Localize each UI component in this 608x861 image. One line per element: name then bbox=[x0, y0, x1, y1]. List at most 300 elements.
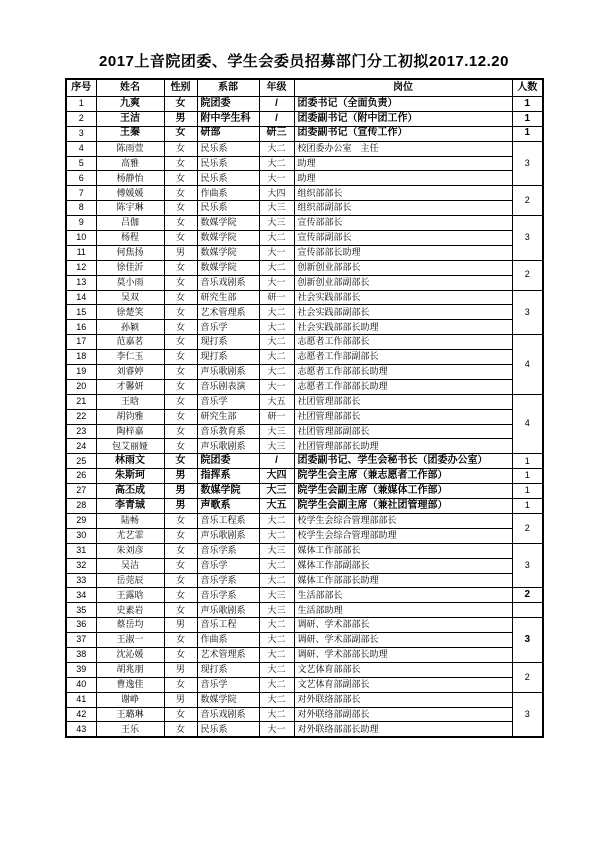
cell-no: 37 bbox=[66, 633, 96, 648]
cell-no: 5 bbox=[66, 156, 96, 171]
cell-no: 34 bbox=[66, 588, 96, 603]
cell-dept: 艺术管理系 bbox=[197, 647, 259, 662]
cell-count: 2 bbox=[512, 186, 543, 216]
cell-count: 2 bbox=[512, 513, 543, 543]
cell-dept: 音乐学系 bbox=[197, 588, 259, 603]
cell-dept: 音乐戏剧系 bbox=[197, 707, 259, 722]
cell-name: 包艾丽娅 bbox=[96, 439, 164, 454]
cell-dept: 音乐学 bbox=[197, 320, 259, 335]
cell-name: 吕伽 bbox=[96, 216, 164, 231]
cell-position: 助理 bbox=[294, 156, 512, 171]
assignment-table bbox=[65, 78, 544, 738]
cell-grade: 大二 bbox=[259, 141, 294, 156]
cell-position: 志愿者工作部部长助理 bbox=[294, 365, 512, 380]
table-row bbox=[66, 603, 543, 618]
cell-name: 李仁玉 bbox=[96, 350, 164, 365]
cell-no: 35 bbox=[66, 603, 96, 618]
cell-dept: 声乐歌剧系 bbox=[197, 528, 259, 543]
cell-no: 38 bbox=[66, 647, 96, 662]
cell-name: 莫小雨 bbox=[96, 275, 164, 290]
table-row bbox=[66, 245, 543, 260]
cell-grade: 大三 bbox=[259, 201, 294, 216]
table-row bbox=[66, 231, 543, 246]
cell-gender: 女 bbox=[164, 603, 197, 618]
table-row bbox=[66, 290, 543, 305]
cell-name: 高雅 bbox=[96, 156, 164, 171]
cell-grade: 大四 bbox=[259, 186, 294, 201]
cell-count: 3 bbox=[512, 618, 543, 663]
cell-grade: 大二 bbox=[259, 156, 294, 171]
cell-dept: 音乐教育系 bbox=[197, 424, 259, 439]
cell-position: 宣传部部长 bbox=[294, 216, 512, 231]
cell-name: 才馨妍 bbox=[96, 379, 164, 394]
cell-dept: 民乐系 bbox=[197, 156, 259, 171]
header-row bbox=[66, 79, 543, 97]
cell-grade: 大二 bbox=[259, 662, 294, 677]
header-dept: 系部 bbox=[197, 79, 259, 97]
cell-dept: 音乐学 bbox=[197, 558, 259, 573]
cell-dept: 声乐歌剧系 bbox=[197, 603, 259, 618]
cell-no: 8 bbox=[66, 201, 96, 216]
cell-gender: 男 bbox=[164, 469, 197, 484]
cell-dept: 民乐系 bbox=[197, 141, 259, 156]
cell-name: 朱斯珂 bbox=[96, 469, 164, 484]
cell-grade: 大二 bbox=[259, 335, 294, 350]
cell-gender: 女 bbox=[164, 454, 197, 469]
cell-position: 志愿者工作部部长 bbox=[294, 335, 512, 350]
cell-position: 团委副书记（附中团工作） bbox=[294, 111, 512, 126]
cell-gender: 女 bbox=[164, 722, 197, 737]
cell-gender: 女 bbox=[164, 647, 197, 662]
cell-no: 13 bbox=[66, 275, 96, 290]
table-row bbox=[66, 484, 543, 499]
cell-grade: / bbox=[259, 111, 294, 126]
cell-gender: 女 bbox=[164, 350, 197, 365]
cell-grade: 大三 bbox=[259, 603, 294, 618]
cell-gender: 男 bbox=[164, 618, 197, 633]
cell-dept: 作曲系 bbox=[197, 186, 259, 201]
cell-position: 社团管理部部长助理 bbox=[294, 439, 512, 454]
cell-no: 29 bbox=[66, 513, 96, 528]
cell-name: 胡兆朋 bbox=[96, 662, 164, 677]
table-row bbox=[66, 454, 543, 469]
table-row bbox=[66, 707, 543, 722]
cell-dept: 数媒学院 bbox=[197, 231, 259, 246]
cell-gender: 女 bbox=[164, 186, 197, 201]
cell-name: 史素岩 bbox=[96, 603, 164, 618]
cell-name: 刘睿婷 bbox=[96, 365, 164, 380]
cell-count: 1 bbox=[512, 126, 543, 141]
cell-name: 何焦扬 bbox=[96, 245, 164, 260]
cell-gender: 女 bbox=[164, 275, 197, 290]
cell-count bbox=[512, 603, 543, 618]
table-row bbox=[66, 365, 543, 380]
cell-dept: 数媒学院 bbox=[197, 692, 259, 707]
cell-name: 王璐琳 bbox=[96, 707, 164, 722]
cell-position: 社团管理部部长 bbox=[294, 394, 512, 409]
cell-dept: 民乐系 bbox=[197, 171, 259, 186]
cell-grade: 大二 bbox=[259, 647, 294, 662]
table-row bbox=[66, 394, 543, 409]
cell-name: 王秦 bbox=[96, 126, 164, 141]
table-row bbox=[66, 97, 543, 112]
cell-gender: 男 bbox=[164, 111, 197, 126]
cell-grade: 大二 bbox=[259, 365, 294, 380]
table-row bbox=[66, 722, 543, 737]
cell-dept: 音乐剧表演 bbox=[197, 379, 259, 394]
cell-no: 3 bbox=[66, 126, 96, 141]
cell-dept: 数媒学院 bbox=[197, 245, 259, 260]
cell-gender: 女 bbox=[164, 543, 197, 558]
table-row bbox=[66, 677, 543, 692]
cell-gender: 女 bbox=[164, 320, 197, 335]
cell-position: 调研、学术部副部长 bbox=[294, 633, 512, 648]
cell-gender: 女 bbox=[164, 513, 197, 528]
cell-dept: 现打系 bbox=[197, 662, 259, 677]
cell-no: 21 bbox=[66, 394, 96, 409]
cell-position: 团委副书记、学生会秘书长（团委办公室） bbox=[294, 454, 512, 469]
cell-position: 创新创业部部长 bbox=[294, 260, 512, 275]
cell-dept: 数媒学院 bbox=[197, 484, 259, 499]
cell-dept: 音乐工程系 bbox=[197, 513, 259, 528]
header-position: 岗位 bbox=[294, 79, 512, 97]
cell-dept: 现打系 bbox=[197, 350, 259, 365]
table-row bbox=[66, 379, 543, 394]
cell-position: 校学生会综合管理部助理 bbox=[294, 528, 512, 543]
cell-dept: 作曲系 bbox=[197, 633, 259, 648]
cell-gender: 女 bbox=[164, 126, 197, 141]
cell-grade: 大二 bbox=[259, 573, 294, 588]
cell-grade: 研三 bbox=[259, 126, 294, 141]
cell-count: 2 bbox=[512, 588, 543, 603]
cell-name: 尤艺霏 bbox=[96, 528, 164, 543]
cell-name: 岳莞辰 bbox=[96, 573, 164, 588]
cell-count: 2 bbox=[512, 260, 543, 290]
cell-name: 谢峥 bbox=[96, 692, 164, 707]
cell-no: 12 bbox=[66, 260, 96, 275]
table-row bbox=[66, 558, 543, 573]
cell-dept: 声歌系 bbox=[197, 499, 259, 514]
cell-name: 徐佳沂 bbox=[96, 260, 164, 275]
table-row bbox=[66, 633, 543, 648]
cell-dept: 声乐歌剧系 bbox=[197, 365, 259, 380]
cell-count: 1 bbox=[512, 97, 543, 112]
cell-count: 4 bbox=[512, 335, 543, 395]
cell-name: 王露晗 bbox=[96, 588, 164, 603]
cell-grade: 大二 bbox=[259, 320, 294, 335]
table-row bbox=[66, 305, 543, 320]
table-header bbox=[66, 79, 543, 97]
cell-position: 对外联络部副部长 bbox=[294, 707, 512, 722]
table-row bbox=[66, 409, 543, 424]
cell-dept: 院团委 bbox=[197, 454, 259, 469]
cell-name: 曹逸佳 bbox=[96, 677, 164, 692]
cell-grade: 大一 bbox=[259, 379, 294, 394]
cell-position: 校学生会综合管理部部长 bbox=[294, 513, 512, 528]
cell-grade: 大一 bbox=[259, 171, 294, 186]
cell-gender: 男 bbox=[164, 499, 197, 514]
cell-no: 40 bbox=[66, 677, 96, 692]
cell-gender: 女 bbox=[164, 141, 197, 156]
cell-gender: 男 bbox=[164, 662, 197, 677]
cell-grade: 大三 bbox=[259, 216, 294, 231]
cell-grade: 大一 bbox=[259, 275, 294, 290]
cell-name: 吴双 bbox=[96, 290, 164, 305]
cell-name: 陆畅 bbox=[96, 513, 164, 528]
cell-position: 社会实践部副部长 bbox=[294, 305, 512, 320]
table-row bbox=[66, 275, 543, 290]
cell-position: 院学生会主席（兼志愿者工作部） bbox=[294, 469, 512, 484]
cell-position: 对外联络部部长助理 bbox=[294, 722, 512, 737]
table-row bbox=[66, 588, 543, 603]
cell-position: 文艺体育部部长 bbox=[294, 662, 512, 677]
cell-dept: 音乐学系 bbox=[197, 543, 259, 558]
cell-dept: 音乐戏剧系 bbox=[197, 275, 259, 290]
header-gender: 性别 bbox=[164, 79, 197, 97]
cell-position: 文艺体育部副部长 bbox=[294, 677, 512, 692]
table-row bbox=[66, 111, 543, 126]
header-no: 序号 bbox=[66, 79, 96, 97]
cell-no: 22 bbox=[66, 409, 96, 424]
table-row bbox=[66, 335, 543, 350]
cell-dept: 民乐系 bbox=[197, 201, 259, 216]
cell-position: 社团管理部副部长 bbox=[294, 424, 512, 439]
cell-no: 14 bbox=[66, 290, 96, 305]
cell-grade: / bbox=[259, 97, 294, 112]
cell-name: 王乐 bbox=[96, 722, 164, 737]
table-row bbox=[66, 439, 543, 454]
cell-count: 1 bbox=[512, 454, 543, 469]
cell-grade: 大五 bbox=[259, 394, 294, 409]
cell-position: 媒体工作部部长 bbox=[294, 543, 512, 558]
cell-name: 徐楚笑 bbox=[96, 305, 164, 320]
cell-gender: 女 bbox=[164, 573, 197, 588]
cell-no: 23 bbox=[66, 424, 96, 439]
cell-position: 志愿者工作部副部长 bbox=[294, 350, 512, 365]
table-row bbox=[66, 171, 543, 186]
header-name: 姓名 bbox=[96, 79, 164, 97]
table-row bbox=[66, 573, 543, 588]
header-grade: 年级 bbox=[259, 79, 294, 97]
cell-count: 4 bbox=[512, 394, 543, 454]
cell-name: 蔡岳均 bbox=[96, 618, 164, 633]
cell-grade: 大五 bbox=[259, 499, 294, 514]
cell-gender: 女 bbox=[164, 171, 197, 186]
cell-grade: 大四 bbox=[259, 469, 294, 484]
cell-count: 1 bbox=[512, 469, 543, 484]
cell-count: 3 bbox=[512, 543, 543, 588]
cell-gender: 女 bbox=[164, 409, 197, 424]
cell-no: 26 bbox=[66, 469, 96, 484]
cell-name: 沈沁媛 bbox=[96, 647, 164, 662]
table-row bbox=[66, 216, 543, 231]
table-row bbox=[66, 201, 543, 216]
cell-gender: 男 bbox=[164, 484, 197, 499]
cell-position: 宣传部副部长 bbox=[294, 231, 512, 246]
cell-gender: 女 bbox=[164, 677, 197, 692]
cell-no: 20 bbox=[66, 379, 96, 394]
cell-grade: 大二 bbox=[259, 558, 294, 573]
cell-no: 6 bbox=[66, 171, 96, 186]
cell-grade: 大二 bbox=[259, 633, 294, 648]
cell-gender: 女 bbox=[164, 558, 197, 573]
table-row bbox=[66, 126, 543, 141]
cell-gender: 女 bbox=[164, 231, 197, 246]
cell-name: 陶梓嘉 bbox=[96, 424, 164, 439]
cell-grade: 大三 bbox=[259, 424, 294, 439]
cell-no: 9 bbox=[66, 216, 96, 231]
cell-position: 媒体工作部副部长 bbox=[294, 558, 512, 573]
cell-no: 28 bbox=[66, 499, 96, 514]
cell-grade: 大二 bbox=[259, 528, 294, 543]
cell-no: 17 bbox=[66, 335, 96, 350]
cell-position: 对外联络部部长 bbox=[294, 692, 512, 707]
cell-gender: 女 bbox=[164, 379, 197, 394]
table-row bbox=[66, 320, 543, 335]
cell-gender: 女 bbox=[164, 439, 197, 454]
table-row bbox=[66, 499, 543, 514]
cell-position: 团委副书记（宣传工作） bbox=[294, 126, 512, 141]
table-row bbox=[66, 141, 543, 156]
cell-gender: 女 bbox=[164, 394, 197, 409]
cell-position: 调研、学术部部长 bbox=[294, 618, 512, 633]
table-row bbox=[66, 350, 543, 365]
cell-position: 助理 bbox=[294, 171, 512, 186]
cell-name: 朱刘彦 bbox=[96, 543, 164, 558]
cell-dept: 声乐歌剧系 bbox=[197, 439, 259, 454]
cell-grade: 大二 bbox=[259, 305, 294, 320]
cell-dept: 研究生部 bbox=[197, 409, 259, 424]
cell-gender: 女 bbox=[164, 424, 197, 439]
cell-no: 2 bbox=[66, 111, 96, 126]
cell-position: 校团委办公室 主任 bbox=[294, 141, 512, 156]
table-row bbox=[66, 528, 543, 543]
cell-grade: 大二 bbox=[259, 692, 294, 707]
table-row bbox=[66, 469, 543, 484]
cell-gender: 女 bbox=[164, 588, 197, 603]
cell-name: 傅媛媛 bbox=[96, 186, 164, 201]
cell-dept: 数媒学院 bbox=[197, 216, 259, 231]
cell-name: 杨程 bbox=[96, 231, 164, 246]
cell-count: 3 bbox=[512, 290, 543, 335]
cell-position: 社会实践部部长助理 bbox=[294, 320, 512, 335]
cell-grade: 大二 bbox=[259, 513, 294, 528]
cell-gender: 女 bbox=[164, 156, 197, 171]
cell-name: 林雨文 bbox=[96, 454, 164, 469]
cell-count: 1 bbox=[512, 111, 543, 126]
cell-name: 陈雨萱 bbox=[96, 141, 164, 156]
cell-name: 王晗 bbox=[96, 394, 164, 409]
cell-dept: 院团委 bbox=[197, 97, 259, 112]
cell-gender: 女 bbox=[164, 201, 197, 216]
cell-position: 组织部部长 bbox=[294, 186, 512, 201]
cell-grade: 大二 bbox=[259, 231, 294, 246]
cell-no: 19 bbox=[66, 365, 96, 380]
table-row bbox=[66, 513, 543, 528]
cell-gender: 女 bbox=[164, 97, 197, 112]
cell-gender: 女 bbox=[164, 305, 197, 320]
cell-name: 王淑一 bbox=[96, 633, 164, 648]
cell-grade: 大二 bbox=[259, 350, 294, 365]
cell-name: 高丕成 bbox=[96, 484, 164, 499]
cell-dept: 数媒学院 bbox=[197, 260, 259, 275]
cell-no: 18 bbox=[66, 350, 96, 365]
cell-no: 33 bbox=[66, 573, 96, 588]
cell-position: 调研、学术部部长助理 bbox=[294, 647, 512, 662]
cell-grade: 大三 bbox=[259, 484, 294, 499]
cell-gender: 男 bbox=[164, 692, 197, 707]
cell-count: 3 bbox=[512, 141, 543, 186]
cell-dept: 音乐工程 bbox=[197, 618, 259, 633]
cell-name: 吴洁 bbox=[96, 558, 164, 573]
cell-position: 院学生会副主席（兼媒体工作部） bbox=[294, 484, 512, 499]
cell-grade: 大二 bbox=[259, 707, 294, 722]
header-count: 人数 bbox=[512, 79, 543, 97]
table-row bbox=[66, 186, 543, 201]
page-title: 2017上音院团委、学生会委员招募部门分工初拟2017.12.20 bbox=[99, 53, 509, 70]
cell-grade: 大三 bbox=[259, 439, 294, 454]
cell-grade: 大二 bbox=[259, 618, 294, 633]
cell-gender: 女 bbox=[164, 633, 197, 648]
cell-no: 42 bbox=[66, 707, 96, 722]
cell-no: 24 bbox=[66, 439, 96, 454]
cell-gender: 女 bbox=[164, 260, 197, 275]
cell-no: 36 bbox=[66, 618, 96, 633]
cell-no: 1 bbox=[66, 97, 96, 112]
cell-count: 1 bbox=[512, 484, 543, 499]
cell-count: 2 bbox=[512, 662, 543, 692]
cell-position: 创新创业部副部长 bbox=[294, 275, 512, 290]
cell-position: 宣传部部长助理 bbox=[294, 245, 512, 260]
cell-grade: 研一 bbox=[259, 409, 294, 424]
cell-position: 媒体工作部部长助理 bbox=[294, 573, 512, 588]
cell-name: 王洁 bbox=[96, 111, 164, 126]
cell-dept: 民乐系 bbox=[197, 722, 259, 737]
cell-position: 组织部副部长 bbox=[294, 201, 512, 216]
cell-dept: 研究生部 bbox=[197, 290, 259, 305]
cell-no: 7 bbox=[66, 186, 96, 201]
cell-no: 4 bbox=[66, 141, 96, 156]
cell-dept: 指挥系 bbox=[197, 469, 259, 484]
cell-position: 院学生会副主席（兼社团管理部） bbox=[294, 499, 512, 514]
table-row bbox=[66, 156, 543, 171]
cell-grade: 研一 bbox=[259, 290, 294, 305]
cell-name: 孙颖 bbox=[96, 320, 164, 335]
cell-position: 社团管理部部长 bbox=[294, 409, 512, 424]
cell-no: 16 bbox=[66, 320, 96, 335]
cell-name: 范嘉茗 bbox=[96, 335, 164, 350]
cell-grade: / bbox=[259, 454, 294, 469]
cell-name: 胡钧雅 bbox=[96, 409, 164, 424]
table-row bbox=[66, 260, 543, 275]
table-row bbox=[66, 662, 543, 677]
cell-position: 志愿者工作部部长助理 bbox=[294, 379, 512, 394]
cell-no: 32 bbox=[66, 558, 96, 573]
cell-name: 杨静怡 bbox=[96, 171, 164, 186]
cell-dept: 音乐学系 bbox=[197, 573, 259, 588]
cell-dept: 现打系 bbox=[197, 335, 259, 350]
cell-count: 1 bbox=[512, 499, 543, 514]
table-row bbox=[66, 424, 543, 439]
cell-grade: 大三 bbox=[259, 543, 294, 558]
cell-no: 15 bbox=[66, 305, 96, 320]
table-row bbox=[66, 647, 543, 662]
table-row bbox=[66, 618, 543, 633]
cell-gender: 女 bbox=[164, 216, 197, 231]
cell-count: 3 bbox=[512, 216, 543, 261]
cell-gender: 女 bbox=[164, 528, 197, 543]
cell-no: 41 bbox=[66, 692, 96, 707]
